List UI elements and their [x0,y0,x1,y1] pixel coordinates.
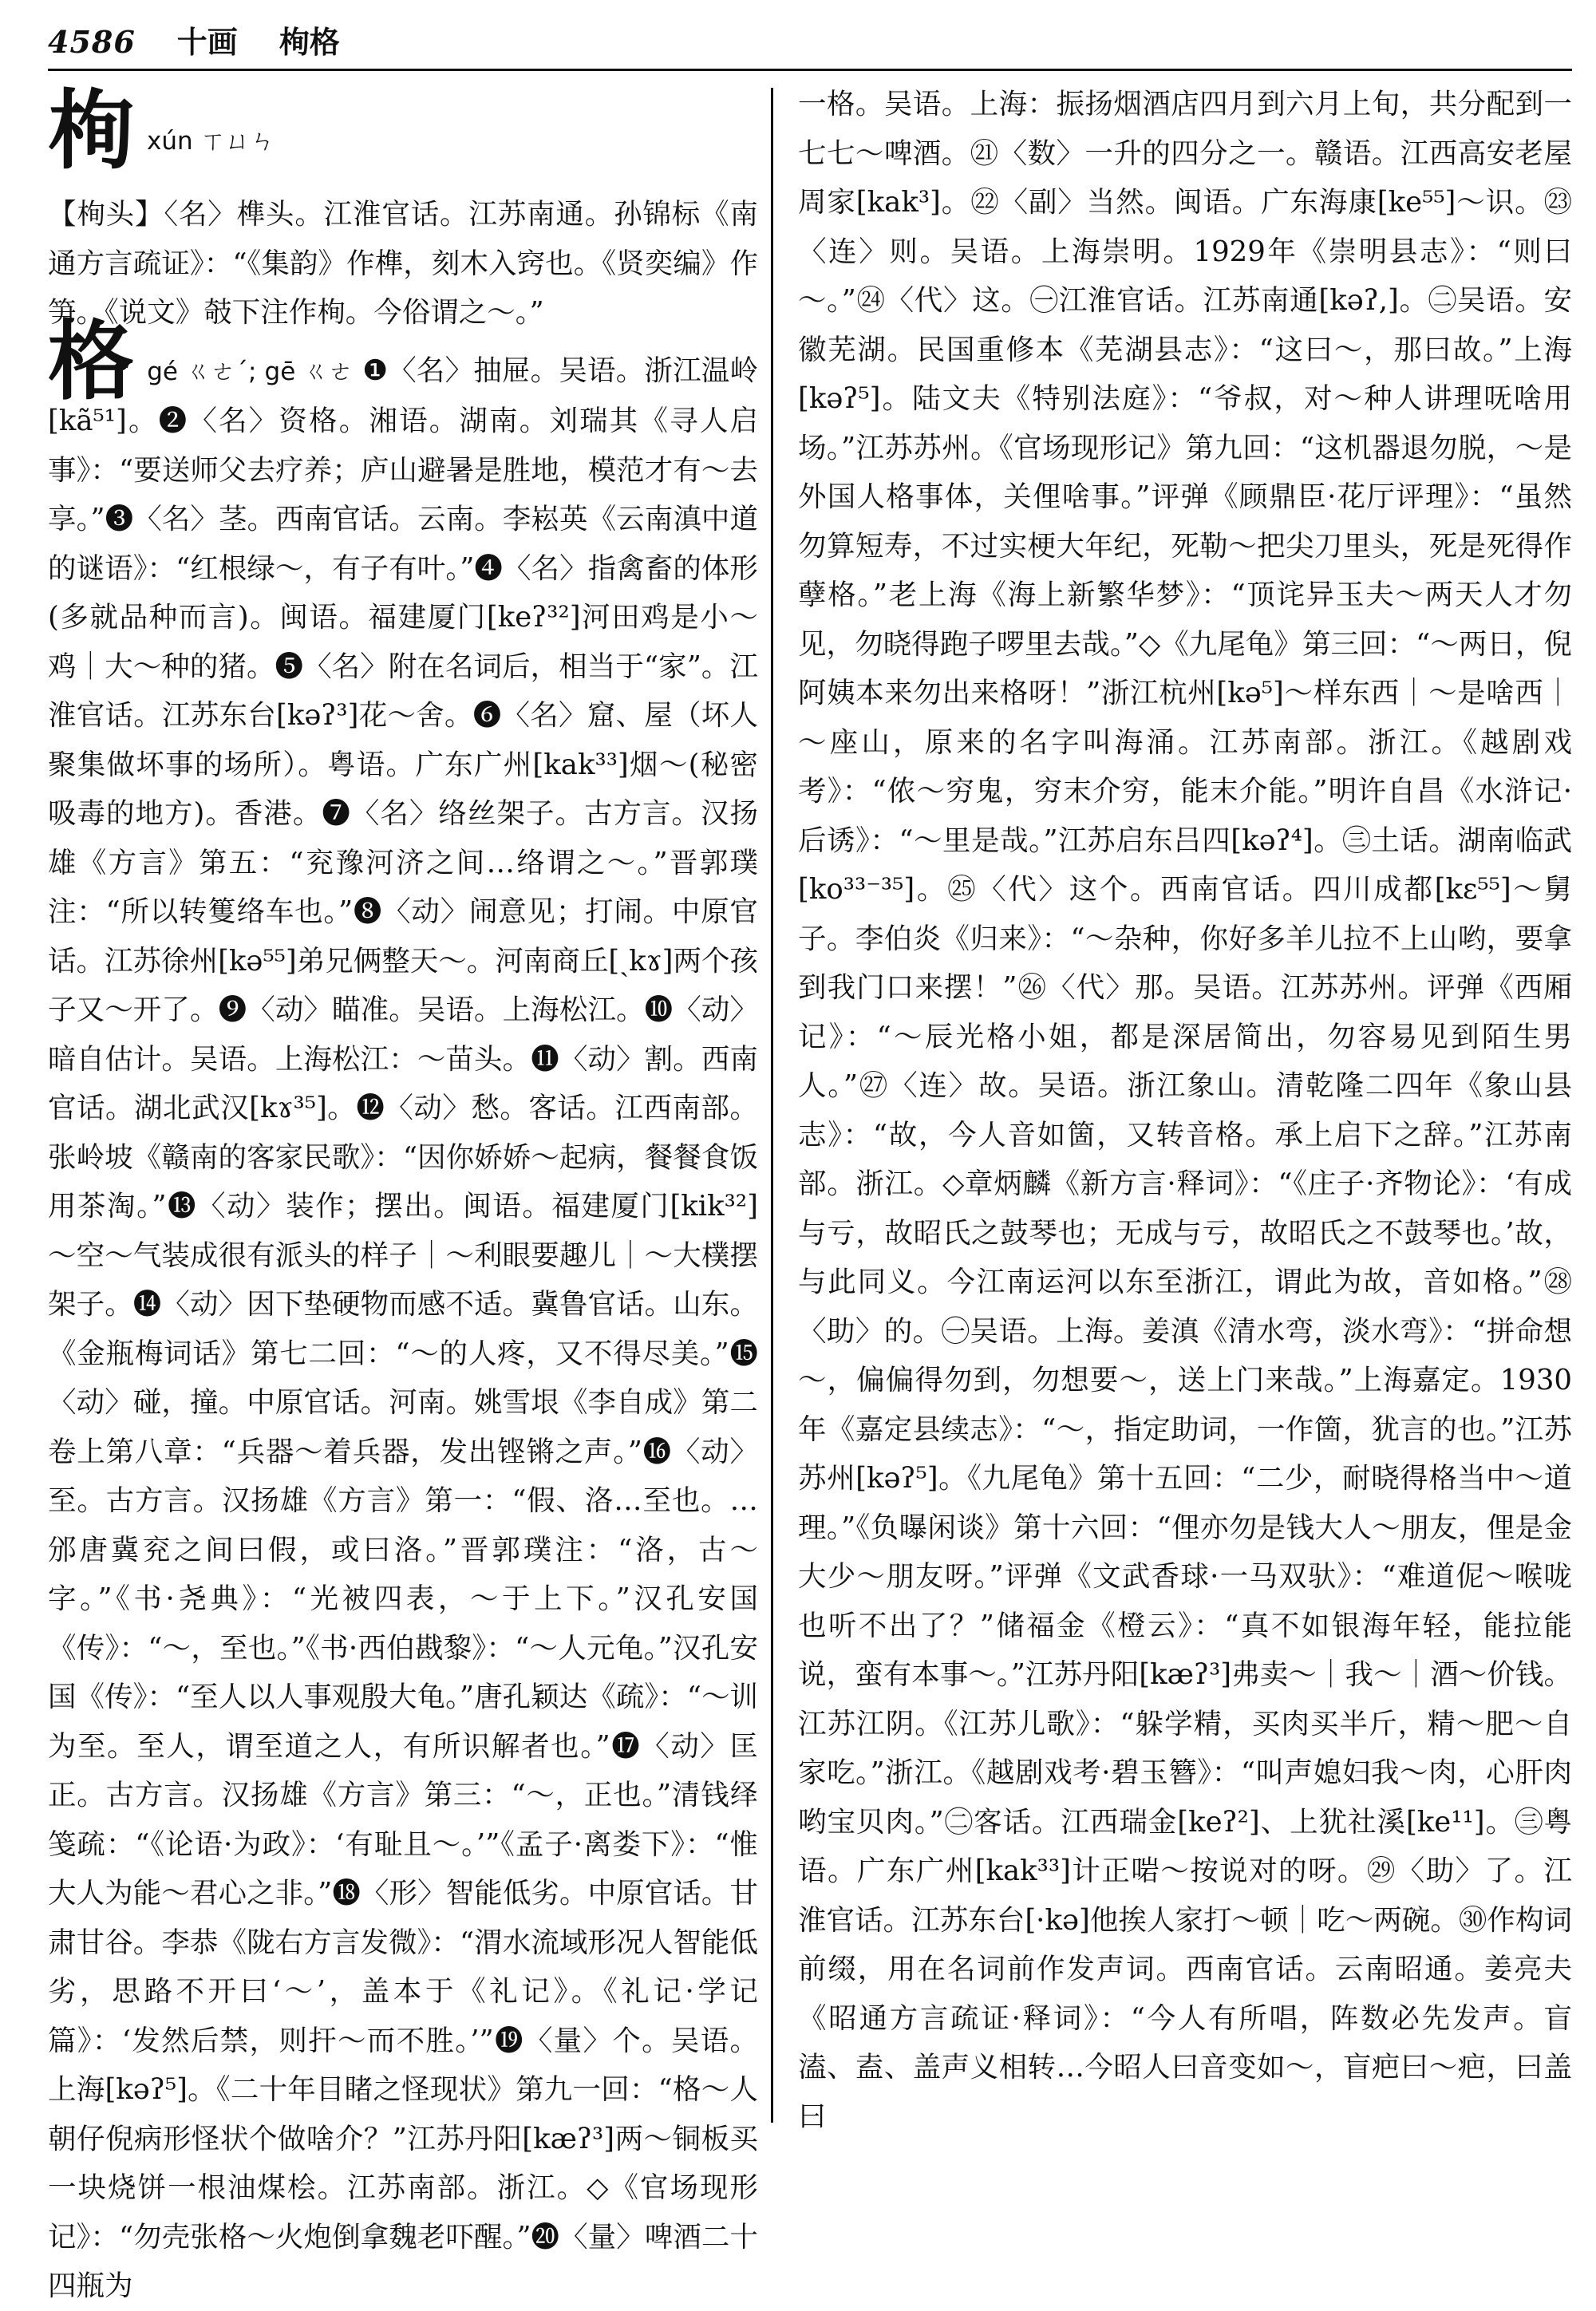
pronunciation: xún ㄒㄩㄣ [147,127,275,156]
section-label: 十画 [176,24,238,60]
headword-char: 栒 [48,81,135,181]
page-number: 4586 [48,24,136,60]
right-column [798,80,1572,2141]
pronunciation: gé ㄍㄜˊ; gē ㄍㄜ [147,357,354,386]
headword-char: 格 [48,310,135,412]
page-header [48,18,340,65]
header-rule [48,69,1572,71]
entry-text-ge-left: ❶〈名〉抽屉。吴语。浙江温岭[kã⁵¹]。❷〈名〉资格。湘语。湖南。刘瑞其《寻人启事》：“要送师父去疗养；庐山避暑是胜地，模范才有～去享。”❸〈名〉茎。西南官话。云南。李崧英《云南滇中道的谜语》：“红根绿～，有子有叶。”❹〈名〉指禽畜的体形(多就品种而言)。闽语。福建厦门[keʔ³²]河田鸡是小～鸡｜大～种的猪。❺〈名〉附在名词后，相当于“家”。江淮官话。江苏东台[kəʔ³]花～舍。❻〈名〉窟、屋（坏人聚集做坏事的场所）。粤语。广东广州[kak³³]烟～(秘密吸毒的地方)。香港。❼〈名〉络丝架子。古方言。汉扬雄《方言》第五：“兖豫河济之间…络谓之～。”晋郭璞注：“所以转篗络车也。”❽〈动〉闹意见；打闹。中原官话。江苏徐州[kə⁵⁵]弟兄俩整天～。河南商丘[ˏkɤ]两个孩子又～开了。❾〈动〉瞄准。吴语。上海松江。❿〈动〉暗自估计。吴语。上海松江：～苗头。⓫〈动〉割。西南官话。湖北武汉[kɤ³⁵]。⓬〈动〉愁。客话。江西南部。张岭坡《赣南的客家民歌》：“因你娇娇～起病，餐餐食饭用茶淘。”⓭〈动〉装作；摆出。闽语。福建厦门[kik³²]～空～气装成很有派头的样子｜～利眼要趣儿｜～大樸摆架子。⓮〈动〉因下垫硬物而感不适。冀鲁官话。山东。《金瓶梅词话》第七二回：“～的人疼，又不得尽美。”⓯〈动〉碰，撞。中原官话。河南。姚雪垠《李自成》第二卷上第八章：“兵器～着兵器，发出铿锵之声。”⓰〈动〉至。古方言。汉扬雄《方言》第一：“假、洛…至也。…邠唐冀兖之间曰假，或曰洛。”晋郭璞注：“洛，古～字。”《书·尧典》：“光被四表，～于上下。”汉孔安国《传》：“～，至也。”《书·西伯戡黎》：“～人元龟。”汉孔安国《传》：“至人以人事观殷大龟。”唐孔颖达《疏》：“～训为至。至人，谓至道之人，有所识解者也。”⓱〈动〉匡正。古方言。汉扬雄《方言》第三：“～，正也。”清钱绎笺疏：“《论语·为政》：‘有耻且～。’”《孟子·离娄下》：“惟大人为能～君心之非。”⓲〈形〉智能低劣。中原官话。甘肃甘谷。李恭《陇右方言发微》：“渭水流域形况人智能低劣，思路不开曰‘～’，盖本于《礼记》。《礼记·学记篇》：‘发然后禁，则扞～而不胜。’”⓳〈量〉个。吴语。上海[kəʔ⁵]。《二十年目睹之怪现状》第九一回：“格～人朝仔倪病形怪状个做啥介？”江苏丹阳[kæʔ³]两～铜板买一块烧饼一根油煤桧。江苏南部。浙江。◇《官场现形记》：“勿壳张格～火炮倒拿魏老吓醒。”⓴〈量〉啤酒二十四瓶为 [48,354,758,2302]
guide-words: 栒格 [279,24,340,60]
headword-xun [48,81,758,181]
entry-text-xun: 【栒头】〈名〉榫头。江淮官话。江苏南通。孙锦标《南通方言疏证》：“《集韵》作榫，刻木入窍也。《贤奕编》作笋。《说文》攲下注作栒。今俗谓之～。” [48,198,758,329]
entry-ge [48,310,758,2311]
column-divider [771,88,773,2123]
entry-text-ge-right: 一格。吴语。上海：振扬烟酒店四月到六月上旬，共分配到一七七～啤酒。㉑〈数〉一升的四分之一。赣语。江西高安老屋周家[kak³]。㉒〈副〉当然。闽语。广东海康[ke⁵⁵]～识。㉓〈连〉则。吴语。上海崇明。1929年《崇明县志》：“则曰～。”㉔〈代〉这。㊀江淮官话。江苏南通[kəʔ,]。㊁吴语。安徽芜湖。民国重修本《芜湖县志》：“这曰～，那曰故。”上海[kəʔ⁵]。陆文夫《特别法庭》：“爷叔，对～种人讲理呒啥用场。”江苏苏州。《官场现形记》第九回：“这机器退勿脱，～是外国人格事体，关俚啥事。”评弹《顾鼎臣·花厅评理》：“虽然勿算短寿，不过实梗大年纪，死勒～把尖刀里头，死是死得作孽格。”老上海《海上新繁华梦》：“顶诧异玉夫～两天人才勿见，勿晓得跑子啰里去哉。”◇《九尾龟》第三回：“～两日，倪阿姨本来勿出来格呀！”浙江杭州[kə⁵]～样东西｜～是啥西｜～座山，原来的名字叫海涌。江苏南部。浙江。《越剧戏考》：“侬～穷鬼，穷末介穷，能末介能。”明许自昌《水浒记·后诱》：“～里是哉。”江苏启东吕四[kəʔ⁴]。㊂土话。湖南临武[ko³³⁻³⁵]。㉕〈代〉这个。西南官话。四川成都[kɛ⁵⁵]～舅子。李伯炎《归来》：“～杂种，你好多羊儿拉不上山哟，要拿到我门口来摆！”㉖〈代〉那。吴语。江苏苏州。评弹《西厢记》：“～辰光格小姐，都是深居简出，勿容易见到陌生男人。”㉗〈连〉故。吴语。浙江象山。清乾隆二四年《象山县志》：“故，今人音如箇，又转音格。承上启下之辞。”江苏南部。浙江。◇章炳麟《新方言·释词》：“《庄子·齐物论》：‘有成与亏，故昭氏之鼓琴也；无成与亏，故昭氏之不鼓琴也。’故，与此同义。今江南运河以东至浙江，谓此为故，音如格。”㉘〈助〉的。㊀吴语。上海。姜滇《清水弯，淡水弯》：“拼命想～，偏偏得勿到，勿想要～，送上门来哉。”上海嘉定。1930年《嘉定县续志》：“～，指定助词，一作箇，犹言的也。”江苏苏州[kəʔ⁵]。《九尾龟》第十五回：“二少，耐晓得格当中～道理。”《负曝闲谈》第十六回：“俚亦勿是钱大人～朋友，俚是金大少～朋友呀。”评弹《文武香球·一马双驮》：“难道伲～喉咙也听不出了？”储福金《橙云》：“真不如银海年轻，能拉能说，蛮有本事～。”江苏丹阳[kæʔ³]弗卖～｜我～｜酒～价钱。江苏江阴。《江苏儿歌》：“躲学精，买肉买半斤，精～肥～自家吃。”浙江。《越剧戏考·碧玉簪》：“叫声媳妇我～肉，心肝肉哟宝贝肉。”㊁客话。江西瑞金[keʔ²]、上犹社溪[ke¹¹]。㊂粤语。广东广州[kak³³]计正啱～按说对的呀。㉙〈助〉了。江淮官话。江苏东台[·kə]他挨人家打～顿｜吃～两碗。㉚作构词前缀，用在名词前作发声词。西南官话。云南昭通。姜亮夫《昭通方言疏证·释词》：“今人有所唱，阵数必先发声。盲溘、盍、盖声义相转…今昭人曰音变如～，盲疤曰～疤，曰盖曰 [798,88,1572,2133]
left-column [48,80,758,2311]
